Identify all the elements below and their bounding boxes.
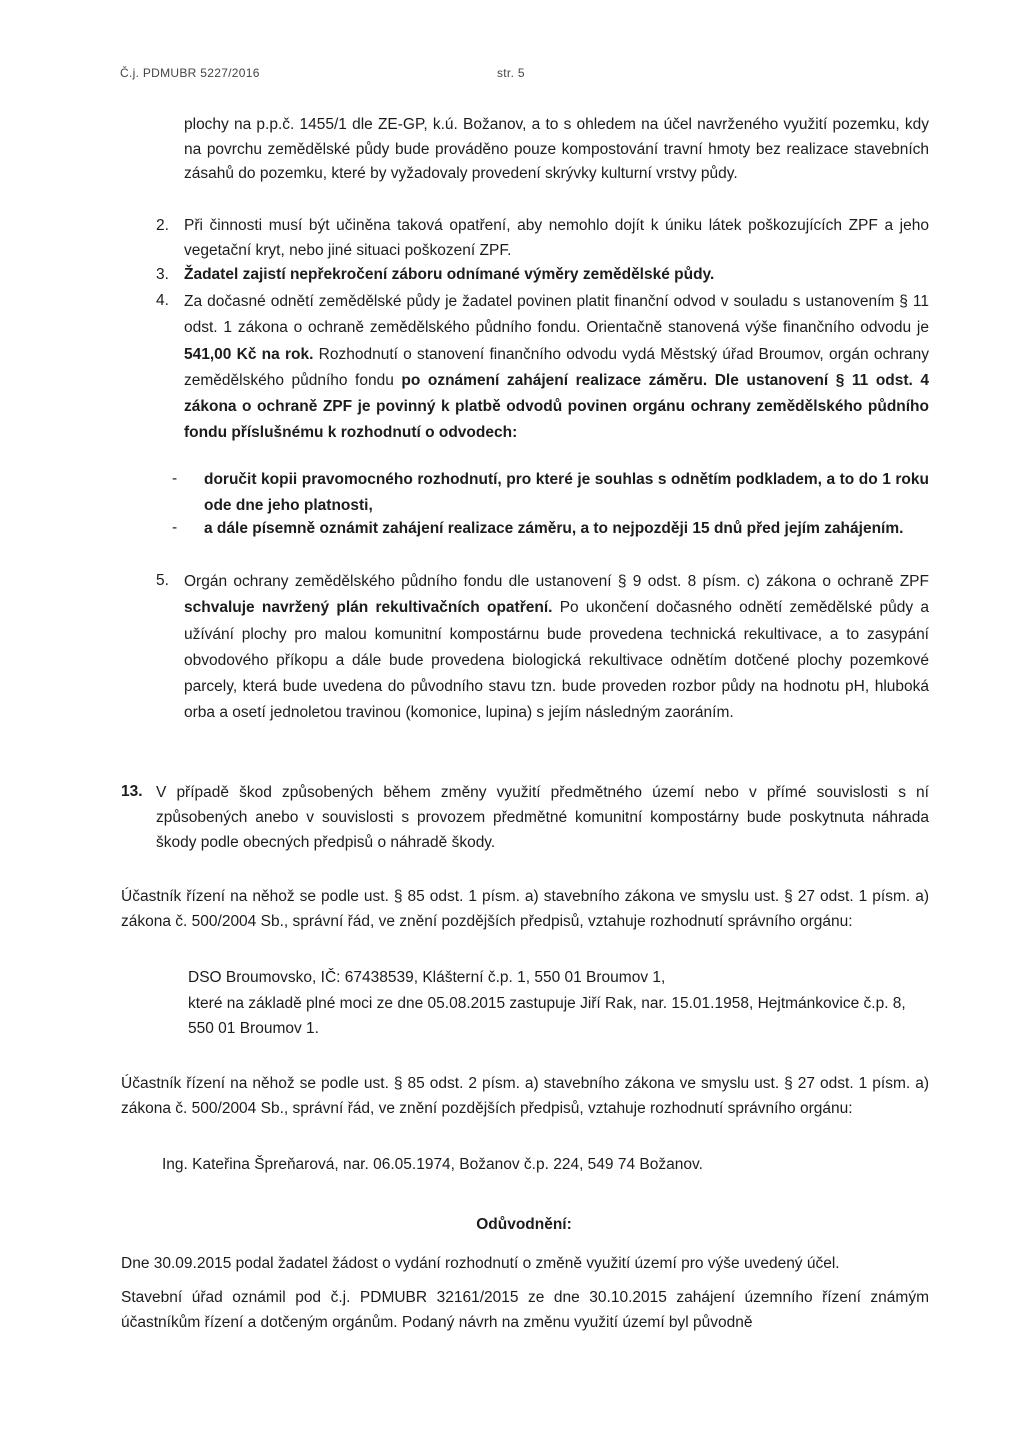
reasoning-paragraph-2: Stavební úřad oznámil pod č.j. PDMUBR 32161/2015 ze dne 30.10.2015 zahájení územního řízení známým účastníkům řízení a dotčeným orgánům. Podaný návrh na změnu využití území byl původně (121, 1289, 929, 1331)
participant-1-name: DSO Broumovsko, IČ: 67438539, Klášterní č.p. 1, 550 01 Broumov 1, (188, 969, 666, 986)
reclamation-approval: schvaluje navržený plán rekultivačních opatření. (184, 599, 553, 617)
obligation-bullet: doručit kopii pravomocného rozhodnutí, pro které je souhlas s odnětím podkladem, a to do 1 roku ode dne jeho platnosti, (204, 471, 929, 515)
participant-2-name: Ing. Kateřina Špreňarová, nar. 06.05.1974, Božanov č.p. 224, 549 74 Božanov. (162, 1156, 703, 1173)
document-reference: Č.j. PDMUBR 5227/2016 (120, 66, 260, 80)
reasoning-heading: Odůvodnění: (476, 1216, 572, 1233)
participant-2-intro: Účastník řízení na něhož se podle ust. § 85 odst. 2 písm. a) stavebního zákona ve smyslu ust. § 27 odst. 1 písm. a) zákona č. 500/2004 Sb., správní řád, ve znění pozdějších předpisů, vztahuje rozhodnutí správního orgánu: (121, 1075, 929, 1117)
item-4-text-part: Za dočasné odnětí zemědělské půdy je žadatel povinen platit finanční odvod v souladu s ustanovením § 11 odst. 1 zákona o ochraně zemědělského půdního fondu. Orientačně stanovená výše finančního odvodu je (184, 293, 929, 337)
bullet-dash: - (172, 519, 178, 536)
fee-amount: 541,00 Kč na rok. (184, 345, 314, 363)
item-5-text-part: Po ukončení dočasného odnětí zemědělské půdy a užívání plochy pro malou komunitní kompostárnu bude provedena technická rekultivace, a to zasypání obvodového příkopu a dále bude provedena biologická rekultivace odnětím dotčené plochy pozemkové parcely, která bude uvedena do původního stavu tzn. bude proveden rozbor půdy na hodnotu pH, hluboká orba a osetí jednoletou travinou (komonice, lupina) s jejím následným zaoráním. (184, 599, 929, 722)
item-4-text (184, 289, 929, 447)
item-number: 2. (156, 217, 169, 234)
item-4-text-part: Rozhodnutí o stanovení finančního odvodu vydá Městský úřad Broumov, orgán ochrany zemědělského půdního fondu (184, 345, 929, 389)
participant-1-intro: Účastník řízení na něhož se podle ust. § 85 odst. 1 písm. a) stavebního zákona ve smyslu ust. § 27 odst. 1 písm. a) zákona č. 500/2004 Sb., správní řád, ve znění pozdějších předpisů, vztahuje rozhodnutí správního orgánu: (121, 888, 929, 930)
item-5-text-part: Orgán ochrany zemědělského půdního fondu dle ustanovení § 9 odst. 8 písm. c) zákona o ochraně ZPF (184, 573, 929, 590)
obligation-bullet: a dále písemně oznámit zahájení realizace záměru, a to nejpozději 15 dnů před jejím zahájením. (204, 520, 904, 537)
reasoning-paragraph-1: Dne 30.09.2015 podal žadatel žádost o vydání rozhodnutí o změně využití území pro výše uvedený účel. (121, 1255, 840, 1272)
item-number: 4. (156, 292, 169, 309)
bullet-dash: - (172, 470, 178, 487)
item-number: 5. (156, 572, 169, 589)
item-13-text: V případě škod způsobených během změny využití předmětného území nebo v přímé souvislosti s ní způsobených anebo v souvislosti s provozem předmětné komunitní kompostárny bude poskytnuta náhrada škody podle obecných předpisů o náhradě škody. (156, 784, 929, 851)
item-3-text: Žadatel zajistí nepřekročení záboru odnímané výměry zemědělské půdy. (184, 266, 715, 283)
payer-obligation: po oznámení zahájení realizace záměru. Dle ustanovení § 11 odst. 4 zákona o ochraně ZPF je povinný k platbě odvodů povinen orgánu ochrany zemědělského půdního fondu příslušnému k rozhodnutí o odvodech: (184, 371, 930, 442)
item-13-number: 13. (121, 783, 143, 800)
item-2-text: Při činnosti musí být učiněna taková opatření, aby nemohlo dojít k úniku látek poškozujících ZPF a jeho vegetační kryt, nebo jiné situaci poškození ZPF. (184, 217, 929, 259)
item-5-text (184, 569, 929, 727)
item-number: 3. (156, 266, 169, 283)
page-number: str. 5 (497, 66, 525, 80)
continued-paragraph: plochy na p.p.č. 1455/1 dle ZE-GP, k.ú. Božanov, a to s ohledem na účel navrženého využití pozemku, kdy na povrchu zemědělské půdy bude prováděno pouze kompostování travní hmoty bez realizace stavebních zásahů do pozemku, které by vyžadovaly provedení skrývky kulturní vrstvy půdy. (184, 116, 929, 183)
participant-1-representative: které na základě plné moci ze dne 05.08.2015 zastupuje Jiří Rak, nar. 15.01.1958, Hejtmánkovice č.p. 8, 550 01 Broumov 1. (188, 995, 906, 1037)
